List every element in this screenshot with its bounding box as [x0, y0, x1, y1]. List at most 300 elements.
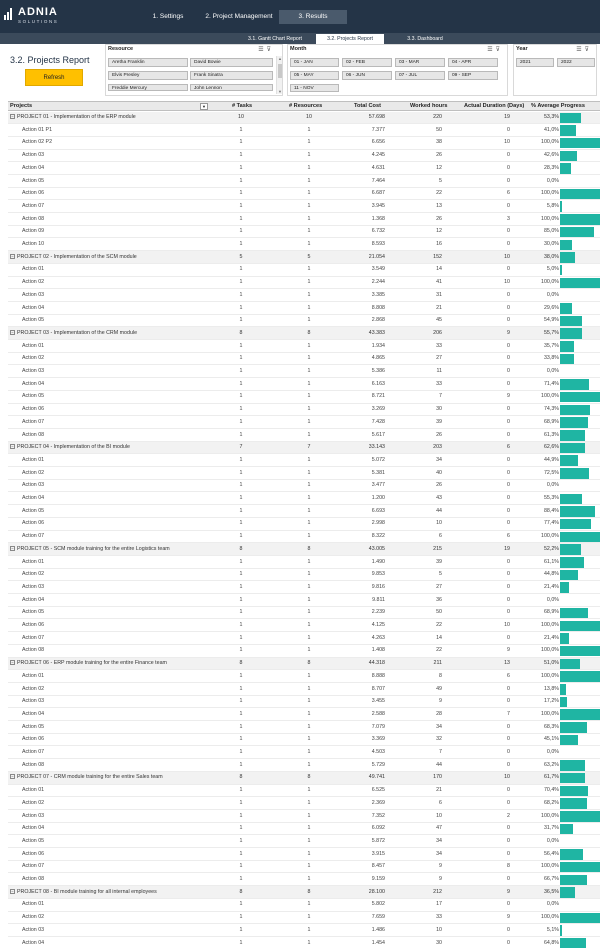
month-slicer — [287, 44, 508, 96]
total-cost-cell: 9.811 — [372, 596, 385, 603]
action-row — [8, 632, 600, 645]
row-name — [22, 292, 44, 298]
row-name-text: Action 07 — [22, 533, 45, 540]
duration-cell: 0 — [507, 698, 510, 705]
worked-hours-cell: 33 — [436, 914, 442, 921]
resource-chip[interactable]: Aretha Franklin — [108, 58, 188, 67]
tasks-cell: 7 — [239, 444, 243, 451]
progress-bar — [560, 201, 600, 212]
worked-hours-cell: 6 — [439, 799, 442, 806]
top-bar — [0, 0, 600, 33]
project-row[interactable] — [8, 327, 600, 340]
row-name — [22, 698, 44, 704]
progress-bar — [560, 925, 600, 936]
clear-filter-icon[interactable]: ⊽ — [266, 47, 274, 53]
header-total-cost: Total Cost — [354, 103, 381, 109]
collapse-icon[interactable]: − — [11, 329, 14, 335]
nav-tab-results[interactable]: 3. Results — [279, 10, 347, 24]
tasks-cell: 5 — [239, 253, 243, 260]
progress-bar — [560, 748, 600, 759]
tasks-cell: 1 — [239, 406, 243, 413]
collapse-icon[interactable]: − — [11, 660, 14, 666]
progress-bar-fill — [560, 862, 600, 873]
resources-cell: 1 — [307, 469, 311, 476]
total-cost-cell: 44.318 — [368, 660, 385, 667]
total-cost-cell: 8.593 — [371, 241, 385, 247]
worked-hours-cell: 32 — [436, 736, 442, 743]
project-row[interactable] — [8, 543, 600, 556]
action-row — [8, 480, 600, 493]
worked-hours-cell: 26 — [436, 431, 442, 438]
total-cost-cell: 6.687 — [371, 190, 385, 197]
worked-hours-cell: 34 — [436, 456, 442, 463]
action-row — [8, 239, 600, 252]
row-name-text: Action 01 P1 — [22, 126, 53, 133]
progress-bar-fill — [560, 443, 585, 454]
progress-bar — [560, 303, 600, 314]
action-row — [8, 607, 600, 620]
progress-bar — [560, 367, 600, 378]
multi-select-icon[interactable]: ☰ — [258, 47, 267, 53]
project-row[interactable] — [8, 772, 600, 785]
project-row[interactable] — [8, 658, 600, 671]
month-chip[interactable]: 01 - JAN — [290, 58, 339, 67]
duration-cell: 10 — [504, 774, 510, 781]
row-name — [22, 393, 44, 399]
row-name-text: Action 04 — [22, 164, 45, 171]
progress-bar-fill — [560, 887, 575, 898]
total-cost-cell: 28.100 — [368, 888, 385, 895]
action-row — [8, 200, 600, 213]
total-cost-cell: 3.945 — [371, 202, 385, 209]
row-name — [22, 139, 52, 145]
tasks-cell: 1 — [239, 787, 243, 794]
collapse-icon[interactable]: − — [11, 888, 14, 894]
tasks-cell: 1 — [239, 279, 243, 286]
total-cost-cell: 6.092 — [371, 825, 385, 832]
row-name — [22, 762, 44, 768]
progress-bar — [560, 341, 600, 352]
resources-cell: 1 — [307, 926, 311, 933]
row-name — [22, 457, 44, 463]
duration-cell: 0 — [507, 749, 510, 755]
progress-bar-fill — [560, 938, 586, 948]
progress-percent-cell: 0,0% — [546, 901, 559, 908]
resources-cell: 1 — [307, 164, 311, 171]
duration-cell: 0 — [507, 901, 510, 908]
resources-cell: 1 — [307, 202, 311, 209]
month-chip[interactable]: 05 - MAY — [290, 71, 339, 80]
resources-cell: 1 — [307, 520, 311, 527]
resources-cell: 1 — [307, 850, 311, 857]
worked-hours-cell: 7 — [439, 393, 442, 400]
tasks-cell: 1 — [239, 698, 243, 705]
tasks-cell: 1 — [239, 164, 243, 171]
progress-bar — [560, 151, 600, 162]
progress-bar-fill — [560, 163, 571, 174]
progress-percent-cell: 100,0% — [541, 622, 559, 628]
clear-filter-icon[interactable]: ⊽ — [584, 47, 592, 53]
progress-bar — [560, 659, 600, 670]
progress-bar — [560, 532, 600, 543]
row-name-text: Action 07 — [22, 863, 45, 870]
duration-cell: 0 — [507, 723, 510, 730]
progress-bar — [560, 468, 600, 479]
resource-scrollbar[interactable] — [276, 56, 282, 94]
progress-percent-cell: 51,0% — [543, 660, 559, 667]
row-name — [22, 940, 44, 946]
action-row — [8, 912, 600, 925]
tab-dashboard[interactable]: 3.3. Dashboard — [407, 36, 443, 42]
tasks-cell: 1 — [239, 761, 243, 768]
row-name-text: Action 04 — [22, 710, 45, 717]
progress-bar-fill — [560, 113, 581, 124]
duration-cell: 0 — [507, 152, 510, 159]
row-name-text: Action 02 — [22, 355, 45, 362]
row-name-text: Action 04 — [22, 825, 45, 832]
month-chip[interactable]: 04 - APR — [448, 58, 498, 67]
progress-percent-cell: 100,0% — [541, 710, 559, 717]
resources-cell: 1 — [307, 685, 311, 692]
resources-cell: 1 — [307, 241, 311, 247]
row-name-text: Action 01 — [22, 787, 45, 794]
refresh-button[interactable]: Refresh — [25, 69, 83, 86]
project-row[interactable] — [8, 886, 600, 899]
worked-hours-cell: 26 — [436, 215, 442, 222]
action-row — [8, 353, 600, 366]
collapse-icon[interactable]: − — [11, 545, 14, 551]
progress-bar — [560, 671, 600, 682]
total-cost-cell: 6.693 — [371, 507, 385, 514]
resources-cell: 1 — [307, 558, 311, 565]
row-name — [22, 876, 44, 882]
resources-cell: 1 — [307, 482, 311, 489]
duration-cell: 0 — [507, 202, 510, 209]
row-name — [22, 241, 44, 247]
scroll-thumb[interactable] — [278, 64, 282, 78]
progress-bar — [560, 697, 600, 708]
total-cost-cell: 1.200 — [371, 495, 385, 501]
collapse-icon[interactable]: − — [11, 253, 14, 259]
tasks-cell: 1 — [239, 749, 243, 755]
duration-cell: 0 — [507, 456, 510, 463]
nav-tab-settings[interactable]: 1. Settings — [152, 13, 184, 20]
worked-hours-cell: 27 — [436, 355, 442, 362]
duration-cell: 0 — [507, 583, 510, 590]
tasks-cell: 10 — [238, 114, 244, 120]
multi-select-icon[interactable]: ☰ — [487, 47, 496, 53]
progress-bar-fill — [560, 468, 589, 479]
total-cost-cell: 3.549 — [371, 266, 385, 273]
tasks-cell: 1 — [239, 368, 243, 374]
progress-percent-cell: 28,3% — [543, 164, 559, 171]
duration-cell: 0 — [507, 825, 510, 832]
progress-bar-fill — [560, 608, 588, 619]
progress-percent-cell: 29,6% — [543, 304, 559, 311]
resources-cell: 1 — [307, 761, 311, 768]
progress-bar-fill — [560, 709, 600, 720]
progress-bar-fill — [560, 582, 569, 593]
worked-hours-cell: 34 — [436, 837, 442, 844]
row-name-text: Action 05 — [22, 723, 45, 730]
worked-hours-cell: 47 — [436, 825, 442, 832]
total-cost-cell: 4.245 — [371, 152, 385, 159]
progress-bar — [560, 265, 600, 276]
duration-cell: 9 — [507, 329, 510, 336]
action-row — [8, 556, 600, 569]
resource-chip[interactable]: Frank Sinatra — [190, 71, 273, 80]
row-name-text: Action 03 — [22, 291, 45, 298]
progress-bar-fill — [560, 138, 600, 149]
resources-cell: 1 — [307, 698, 311, 705]
progress-bar — [560, 595, 600, 606]
action-row — [8, 429, 600, 442]
progress-bar — [560, 684, 600, 695]
row-name — [22, 838, 44, 844]
row-name — [10, 254, 137, 260]
progress-bar-fill — [560, 671, 600, 682]
collapse-icon[interactable]: − — [11, 114, 14, 119]
action-row — [8, 340, 600, 353]
action-row — [8, 162, 600, 175]
month-chip[interactable]: 11 - NOV — [290, 84, 339, 92]
action-row — [8, 264, 600, 277]
duration-cell: 0 — [507, 596, 510, 603]
row-name — [22, 165, 44, 171]
row-name-text: Action 03 — [22, 482, 45, 489]
resources-cell: 1 — [307, 736, 311, 743]
tab-gantt-chart-report[interactable]: 3.1. Gantt Chart Report — [248, 36, 302, 42]
row-name-text: Action 08 — [22, 761, 45, 768]
duration-cell: 13 — [504, 660, 510, 667]
progress-bar — [560, 163, 600, 174]
duration-cell: 0 — [507, 482, 510, 489]
row-name-text: Action 05 — [22, 609, 45, 616]
total-cost-cell: 6.163 — [371, 380, 385, 387]
collapse-icon[interactable]: − — [11, 444, 14, 450]
worked-hours-cell: 49 — [436, 685, 442, 692]
row-name — [22, 152, 44, 158]
resources-cell: 1 — [307, 914, 311, 921]
worked-hours-cell: 211 — [433, 660, 442, 667]
total-cost-cell: 5.072 — [371, 456, 385, 463]
duration-cell: 0 — [507, 685, 510, 692]
progress-bar — [560, 760, 600, 771]
worked-hours-cell: 34 — [436, 850, 442, 857]
year-chip[interactable]: 2022 — [557, 58, 595, 67]
resource-chip[interactable]: John Lennon — [190, 84, 273, 91]
row-name-text: Action 06 — [22, 850, 45, 857]
progress-percent-cell: 64,8% — [543, 939, 559, 946]
total-cost-cell: 1.490 — [371, 558, 385, 565]
resources-cell: 1 — [307, 825, 311, 832]
duration-cell: 0 — [507, 431, 510, 438]
resources-cell: 1 — [307, 571, 311, 578]
resource-chip[interactable]: Elvis Presley — [108, 71, 188, 80]
progress-bar — [560, 430, 600, 441]
month-chip[interactable]: 09 - SEP — [448, 71, 498, 80]
progress-bar-fill — [560, 189, 600, 200]
resources-cell: 8 — [307, 660, 311, 667]
tasks-cell: 1 — [239, 939, 243, 946]
action-row — [8, 416, 600, 429]
header-average-progress: % Average Progress — [531, 103, 585, 109]
total-cost-cell: 8.808 — [371, 304, 385, 311]
nav-tab-project-management[interactable]: 2. Project Management — [205, 13, 273, 20]
duration-cell: 10 — [504, 139, 510, 146]
worked-hours-cell: 17 — [436, 901, 442, 908]
total-cost-cell: 2.868 — [371, 317, 385, 324]
progress-bar — [560, 900, 600, 911]
multi-select-icon[interactable]: ☰ — [576, 47, 585, 53]
tasks-cell: 1 — [239, 152, 243, 159]
project-row[interactable] — [8, 112, 600, 125]
duration-cell: 9 — [507, 647, 510, 654]
row-name-text: PROJECT 08 - BI module training for all internal employees — [17, 888, 157, 895]
row-name — [22, 724, 44, 730]
progress-percent-cell: 88,4% — [543, 507, 559, 514]
progress-percent-cell: 0,0% — [546, 749, 559, 755]
resources-cell: 1 — [307, 456, 311, 463]
action-row — [8, 861, 600, 874]
worked-hours-cell: 22 — [436, 622, 442, 628]
resources-cell: 1 — [307, 355, 311, 362]
duration-cell: 0 — [507, 609, 510, 616]
row-name — [22, 597, 44, 603]
progress-bar — [560, 938, 600, 948]
progress-percent-cell: 61,1% — [543, 558, 559, 565]
filter-dropdown-icon[interactable]: ▼ — [200, 103, 208, 110]
action-row — [8, 391, 600, 404]
row-name — [22, 355, 44, 361]
worked-hours-cell: 11 — [436, 368, 442, 374]
page-title: 3.2. Projects Report — [10, 55, 90, 65]
resources-cell: 1 — [307, 139, 311, 146]
duration-cell: 6 — [507, 533, 510, 540]
action-row — [8, 683, 600, 696]
action-row — [8, 734, 600, 747]
worked-hours-cell: 6 — [439, 533, 442, 540]
worked-hours-cell: 36 — [436, 596, 442, 603]
resource-chip[interactable]: Freddie Mercury — [108, 84, 188, 91]
resources-cell: 1 — [307, 393, 311, 400]
progress-bar-fill — [560, 494, 582, 505]
tasks-cell: 1 — [239, 837, 243, 844]
duration-cell: 10 — [504, 279, 510, 286]
month-chip[interactable]: 03 - MAR — [395, 58, 445, 67]
row-name — [22, 571, 44, 577]
progress-bar-fill — [560, 392, 600, 403]
progress-bar — [560, 481, 600, 492]
row-name — [22, 508, 44, 514]
resources-cell: 10 — [306, 114, 312, 120]
resources-cell: 1 — [307, 837, 311, 844]
tasks-cell: 1 — [239, 825, 243, 832]
row-name-text: Action 08 — [22, 876, 45, 882]
worked-hours-cell: 9 — [439, 698, 442, 705]
resources-cell: 1 — [307, 190, 311, 197]
progress-percent-cell: 0,0% — [546, 177, 559, 184]
tasks-cell: 1 — [239, 431, 243, 438]
progress-bar — [560, 786, 600, 797]
total-cost-cell: 1.408 — [371, 647, 385, 654]
action-row — [8, 747, 600, 760]
duration-cell: 0 — [507, 418, 510, 425]
year-chip[interactable]: 2021 — [516, 58, 554, 67]
month-chip[interactable]: 07 - JUL — [395, 71, 445, 80]
month-chip[interactable]: 02 - FEB — [342, 58, 392, 67]
tasks-cell: 1 — [239, 393, 243, 400]
worked-hours-cell: 22 — [436, 647, 442, 654]
resources-cell: 1 — [307, 634, 311, 641]
project-row[interactable] — [8, 251, 600, 264]
progress-percent-cell: 100,0% — [541, 279, 559, 286]
progress-percent-cell: 62,6% — [543, 444, 559, 451]
duration-cell: 0 — [507, 164, 510, 171]
tasks-cell: 1 — [239, 215, 243, 222]
collapse-icon[interactable]: − — [11, 774, 14, 780]
action-row — [8, 124, 600, 137]
duration-cell: 0 — [507, 520, 510, 527]
sub-tab-bar — [0, 33, 600, 44]
progress-bar-fill — [560, 125, 576, 136]
worked-hours-cell: 31 — [436, 291, 442, 298]
worked-hours-cell: 5 — [439, 571, 442, 578]
row-name — [22, 419, 44, 425]
progress-bar — [560, 189, 600, 200]
tasks-cell: 1 — [239, 647, 243, 654]
total-cost-cell: 49.741 — [368, 774, 385, 781]
resource-chip[interactable]: David Bowie — [190, 58, 273, 67]
duration-cell: 0 — [507, 266, 510, 273]
tasks-cell: 1 — [239, 304, 243, 311]
row-name-text: Action 08 — [22, 647, 45, 654]
row-name-text: Action 05 — [22, 507, 45, 514]
header-projects[interactable]: Projects — [10, 103, 33, 109]
worked-hours-cell: 170 — [433, 774, 442, 781]
project-row[interactable] — [8, 442, 600, 455]
row-name — [10, 114, 136, 120]
progress-percent-cell: 33,8% — [543, 355, 559, 362]
row-name-text: Action 06 — [22, 406, 45, 413]
row-name-text: Action 03 — [22, 926, 45, 933]
worked-hours-cell: 33 — [436, 342, 442, 349]
resources-cell: 1 — [307, 342, 311, 349]
progress-bar — [560, 836, 600, 847]
progress-percent-cell: 35,7% — [543, 342, 559, 349]
progress-percent-cell: 45,1% — [543, 736, 559, 743]
month-chip[interactable]: 06 - JUN — [342, 71, 392, 80]
action-row — [8, 581, 600, 594]
scroll-down-icon[interactable]: ▼ — [278, 89, 282, 94]
resources-cell: 1 — [307, 507, 311, 514]
total-cost-cell: 3.477 — [371, 482, 385, 489]
progress-percent-cell: 66,7% — [543, 876, 559, 882]
row-name — [22, 368, 44, 374]
row-name — [22, 851, 44, 857]
clear-filter-icon[interactable]: ⊽ — [495, 47, 503, 53]
tasks-cell: 1 — [239, 634, 243, 641]
total-cost-cell: 6.525 — [371, 787, 385, 794]
row-name-text: Action 01 — [22, 901, 45, 908]
action-row — [8, 213, 600, 226]
row-name-text: Action 06 — [22, 736, 45, 743]
worked-hours-cell: 33 — [436, 380, 442, 387]
scroll-up-icon[interactable]: ▲ — [278, 56, 282, 61]
tab-projects-report[interactable]: 3.2. Projects Report — [316, 34, 384, 44]
worked-hours-cell: 40 — [436, 469, 442, 476]
duration-cell: 0 — [507, 876, 510, 882]
